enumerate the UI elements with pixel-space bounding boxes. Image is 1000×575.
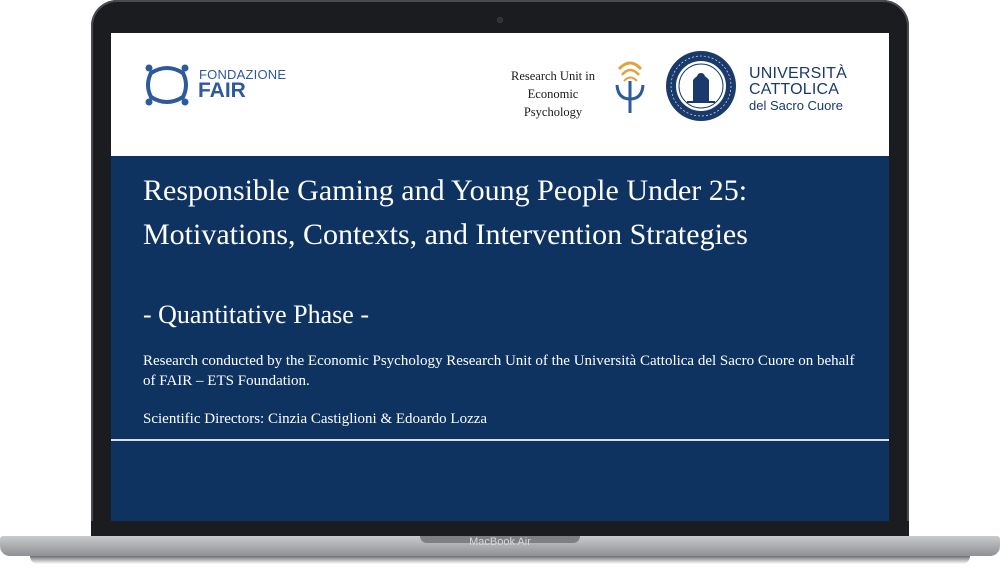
- base-shadow: [30, 556, 970, 564]
- university-wordmark: [749, 66, 859, 113]
- scientific-directors: Scientific Directors: Cinzia Castiglioni & Edoardo Lozza: [143, 411, 488, 427]
- slide-subtitle: - Quantitative Phase -: [143, 300, 369, 329]
- university-line2: CATTOLICA: [749, 81, 840, 98]
- fondazione-fair-logo: [141, 59, 291, 111]
- fair-mark-icon: [141, 59, 193, 111]
- university-line1: UNIVERSITÀ: [749, 65, 848, 82]
- camera-icon: [497, 17, 503, 23]
- divider: [111, 439, 889, 441]
- screen: [111, 33, 889, 521]
- university-line3: del Sacro Cuore: [749, 98, 843, 113]
- fair-logo-line2: FAIR: [198, 79, 246, 102]
- slide-title: Responsible Gaming and Young People Under 25: Motivations, Contexts, and Intervention Strategies: [143, 174, 748, 251]
- university-seal: [665, 50, 737, 122]
- research-unit-label: Research Unit in Economic Psychology: [510, 69, 595, 119]
- fair-logo-line1: FONDAZIONE: [199, 67, 287, 82]
- slide-header: [111, 33, 889, 156]
- psi-logo-icon: [613, 55, 647, 117]
- model-label: MacBook Air: [469, 536, 531, 548]
- research-description: Research conducted by the Economic Psychology Research Unit of the Università Cattolica del Sacro Cuore on behalf of FAIR – ETS Foundation.: [143, 353, 855, 389]
